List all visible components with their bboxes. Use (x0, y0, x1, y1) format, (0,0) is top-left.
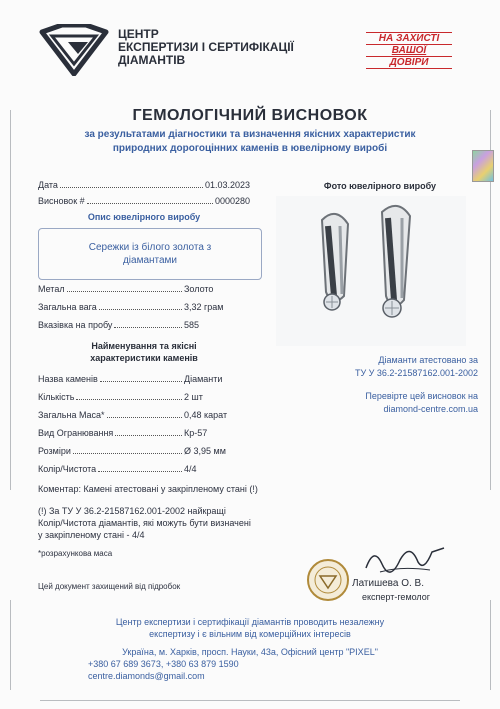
stone-name-label: Назва каменів (38, 374, 98, 384)
item-description-heading: Опис ювелірного виробу (87, 212, 201, 222)
stone-name-value: Діаманти (184, 374, 223, 384)
size-row (38, 446, 250, 456)
size-label: Розміри (38, 446, 71, 456)
assay-label: Вказівка на пробу (38, 320, 113, 330)
date-label: Дата (38, 180, 58, 190)
stamp-line-3: ДОВІРИ (366, 56, 452, 69)
stones-heading-line-2: характеристики каменів (90, 353, 198, 363)
weight-label: Загальна вага (38, 302, 97, 312)
org-line-2: ЕКСПЕРТИЗИ І СЕРТИФІКАЦІЇ (118, 40, 294, 54)
subtitle-line-1: за результатами діагностики та визначення якісних характеристик (84, 129, 416, 140)
expert-title: експерт-гемолог (362, 592, 431, 602)
diamond-logo-icon (38, 24, 110, 76)
quantity-label: Кількість (38, 392, 75, 402)
subtitle-line-2: природних дорогоцінних каменів в ювелірному виробі (112, 143, 388, 154)
metal-row (38, 284, 250, 294)
document-title: ГЕМОЛОГІЧНИЙ ВИСНОВОК (132, 107, 368, 124)
frame-bottom-left-line (10, 600, 11, 690)
conclusion-label: Висновок # (38, 196, 85, 206)
attested-note (300, 354, 478, 380)
date-row (38, 180, 250, 190)
cut-label: Вид Огранювання (38, 428, 114, 438)
org-line-3: ДІАМАНТІВ (118, 53, 186, 67)
org-name (118, 28, 294, 67)
color-clarity-value: 4/4 (184, 464, 197, 474)
date-value: 01.03.2023 (204, 180, 250, 190)
protection-note: Цей документ захищений від підробок (38, 582, 181, 591)
conclusion-value: 0000280 (214, 196, 250, 206)
conclusion-row (38, 196, 250, 206)
grading-note (38, 505, 478, 541)
photo-heading: Фото ювелірного виробу (323, 181, 437, 191)
weight-value: 3,32 грам (184, 302, 224, 312)
item-description-line-2: діамантами (122, 255, 178, 266)
note-line-3: у закріпленому стані - 4/4 (38, 530, 145, 540)
footer (30, 616, 470, 682)
footer-line-2: експертизу і є вільним від комерційних інтересів (149, 629, 351, 639)
cut-value: Кр-57 (184, 428, 208, 438)
trust-stamp (366, 32, 452, 69)
attested-line-2: ТУ У 36.2-21587162.001-2002 (354, 368, 478, 378)
size-value: Ø 3,95 мм (184, 446, 226, 456)
signature (360, 538, 450, 578)
earrings-photo (276, 196, 466, 346)
frame-left-line (10, 110, 11, 490)
footer-email[interactable]: centre.diamonds@gmail.com (88, 671, 205, 681)
stones-heading-line-1: Найменування та якісні (91, 341, 197, 351)
stamp-line-1: НА ЗАХИСТІ (366, 32, 452, 45)
assay-row (38, 320, 250, 330)
footer-line-4: +380 67 689 3673, +380 63 879 1590 (88, 659, 239, 669)
metal-value: Золото (184, 284, 214, 294)
total-mass-label: Загальна Маса* (38, 410, 105, 420)
weight-row (38, 302, 250, 312)
total-mass-value: 0,48 карат (184, 410, 228, 420)
footnote: *розрахункова маса (38, 549, 113, 558)
footer-line-3: Україна, м. Харків, просп. Науки, 43а, Офісний центр "PIXEL" (122, 647, 378, 657)
stones-heading (38, 340, 250, 364)
frame-footer-line (40, 700, 460, 701)
verify-link[interactable]: diamond-centre.com.ua (383, 404, 478, 414)
note-line-2: Колір/Чистота діамантів, які можуть бути визначені (38, 518, 251, 528)
org-line-1: ЦЕНТР (118, 27, 159, 41)
expert-name: Латишева О. В. (352, 578, 424, 589)
quantity-row (38, 392, 250, 402)
item-description-box (38, 228, 262, 280)
note-line-1: (!) За ТУ У 36.2-21587162.001-2002 найкращі (38, 506, 226, 516)
seal-icon (306, 558, 350, 602)
assay-value: 585 (184, 320, 200, 330)
subtitle (0, 128, 500, 156)
footer-line-1: Центр експертизи і сертифікації діамантів проводить незалежну (115, 617, 385, 627)
color-clarity-row (38, 464, 250, 474)
total-mass-row (38, 410, 250, 420)
item-description-line-1: Сережки із білого золота з (88, 242, 212, 253)
color-clarity-label: Колір/Чистота (38, 464, 97, 474)
hologram-sticker (472, 150, 494, 182)
comment: Коментар: Камені атестовані у закріпленому стані (!) (38, 484, 258, 494)
cut-row (38, 428, 250, 438)
verify-line-1: Перевірте цей висновок на (365, 391, 478, 401)
verify-note (300, 390, 478, 416)
quantity-value: 2 шт (184, 392, 203, 402)
attested-line-1: Діаманти атестовано за (378, 355, 478, 365)
frame-bottom-right-line (490, 600, 491, 690)
stamp-line-2: ВАШОЇ (391, 45, 427, 56)
metal-label: Метал (38, 284, 65, 294)
stone-name-row (38, 374, 250, 384)
